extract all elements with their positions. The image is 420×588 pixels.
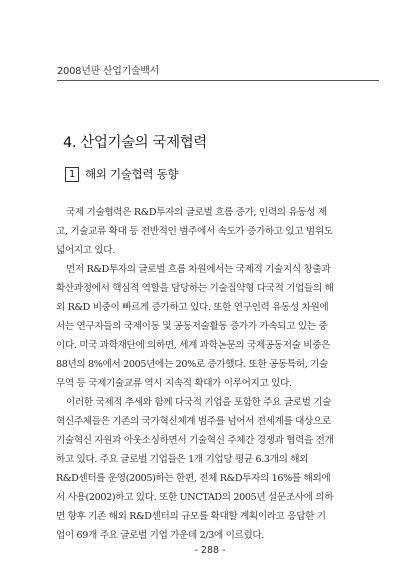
section-heading — [65, 166, 178, 182]
header-divider — [57, 80, 379, 81]
paragraph-line: 고, 기술교류 확대 등 전반적인 범주에서 속도가 증가하고 있고 범위도 — [56, 226, 333, 237]
paragraph-line: 면 향후 기존 해외 R&D센터의 규모를 확대할 계획이라고 응답한 기 — [56, 511, 326, 522]
paragraph-line: 88년의 8%에서 2005년에는 20%로 증가했다. 또한 공동특허, 기술 — [56, 359, 328, 370]
paragraph-line: 확산과정에서 핵심적 역할을 담당하는 기술집약형 다국적 기업들의 해 — [56, 283, 334, 294]
running-header: 2008년판 산업기술백서 — [57, 66, 160, 77]
section-number-box: 1 — [65, 167, 79, 182]
body-text — [56, 203, 382, 545]
paragraph-line: 먼저 R&D투자의 글로벌 흐름 차원에서는 국제적 기술지식 창출과 — [66, 264, 331, 275]
paragraph-line: 국제 기술협력은 R&D투자의 글로벌 흐름 증가, 인력의 유동성 제 — [66, 207, 327, 218]
page-number: - 288 - — [194, 545, 226, 556]
paragraph-line: 무역 등 국제기술교류 역시 지속적 확대가 이루어지고 있다. — [56, 378, 292, 389]
chapter-title: 4. 산업기술의 국제협력 — [63, 135, 207, 151]
paragraph-line: 넓어지고 있다. — [56, 245, 115, 256]
paragraph-line: 기술혁신 자원과 아웃소싱하면서 기술혁신 주체간 경쟁과 협력을 전개 — [56, 435, 334, 446]
section-title: 해외 기술협력 동향 — [85, 167, 179, 181]
paragraph-line: 외 R&D 비중이 빠르게 증가하고 있다. 또한 연구인력 유동성 차원에 — [56, 302, 329, 313]
paragraph-line: 하고 있다. 주요 글로벌 기업들은 1개 기업당 평균 6.3개의 해외 — [56, 454, 309, 465]
paragraph-line: 서 사용(2002)하고 있다. 또한 UNCTAD의 2005년 설문조사에 의하 — [56, 492, 334, 503]
paragraph-line: 이러한 국제적 추세와 함께 다국적 기업을 포함한 주요 글로벌 기술 — [66, 397, 332, 408]
paragraph-line: 이다. 미국 과학재단에 의하면, 세계 과학논문의 국제공동저술 비중은 — [56, 340, 330, 351]
paragraph-line: 업이 69개 주요 글로벌 기업 가운데 2/3에 이르렀다. — [56, 530, 265, 541]
paragraph-line: R&D센터를 운영(2005)하는 한편, 전체 R&D투자의 16%를 해외에 — [56, 473, 331, 484]
paragraph-line: 서는 연구자들의 국제이동 및 공동저술활동 증가가 가속되고 있는 중 — [56, 321, 328, 332]
paragraph-line: 혁신주체들은 기존의 국가혁신체계 범주를 넘어서 전세계를 대상으로 — [56, 416, 331, 427]
